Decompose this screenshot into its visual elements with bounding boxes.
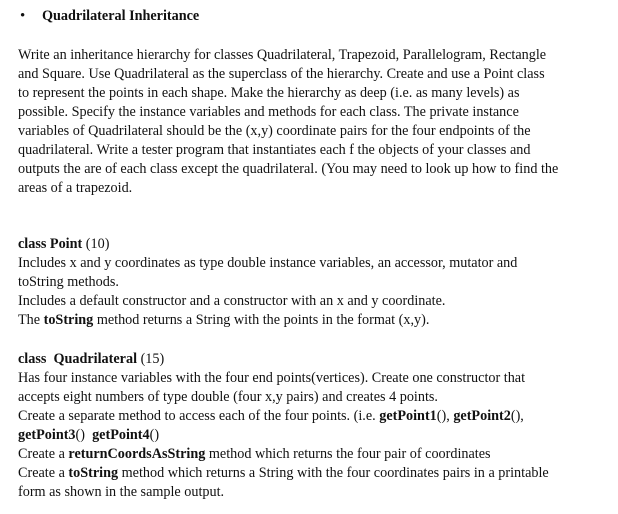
point-class-heading <box>18 235 608 254</box>
text-run: Create a separate method to access each of the four points. (i.e. <box>18 408 380 424</box>
quadrilateral-class-heading <box>18 350 608 369</box>
method-name: getPoint3 <box>18 427 76 443</box>
method-name: returnCoordsAsString <box>68 446 206 462</box>
intro-line: areas of a trapezoid. <box>18 180 133 196</box>
text-run: Create a <box>18 465 69 481</box>
heading-row <box>18 7 199 26</box>
points-value: (10) <box>85 236 110 252</box>
intro-line: outputs the are of each class except the quadrilateral. (You may need to look up how to find the <box>18 161 559 177</box>
intro-line: and Square. Use Quadrilateral as the superclass of the hierarchy. Create and use a Point class <box>18 66 545 82</box>
text-run: (), <box>436 408 454 424</box>
text-run: () <box>149 427 160 443</box>
point-line: Includes x and y coordinates as type double instance variables, an accessor, mutator and <box>18 255 518 271</box>
text-run: () <box>75 427 93 443</box>
class-name: Point <box>49 236 83 252</box>
quad-line <box>18 445 608 464</box>
quad-line: accepts eight numbers of type double (four x,y pairs) and creates 4 points. <box>18 389 438 405</box>
text-run: method which returns a String with the four coordinates pairs in a printable <box>118 465 549 481</box>
quad-line: Has four instance variables with the four end points(vertices). Create one constructor that <box>18 370 526 386</box>
text-run: The <box>18 312 44 328</box>
intro-line: to represent the points in each shape. Make the hierarchy as deep (i.e. as many levels) as <box>18 85 520 101</box>
intro-paragraph <box>18 46 608 198</box>
bullet-icon: • <box>20 8 26 24</box>
text-run: method which returns the four pair of coordinates <box>205 446 491 462</box>
method-name: toString <box>43 312 94 328</box>
quadrilateral-class-section <box>18 350 608 502</box>
quad-line <box>18 426 608 445</box>
method-name: getPoint2 <box>453 408 511 424</box>
quad-line: form as shown in the sample output. <box>18 484 225 500</box>
point-class-section <box>18 235 608 330</box>
class-keyword: class <box>18 351 47 367</box>
method-name: getPoint4 <box>92 427 150 443</box>
document-title: Quadrilateral Inheritance <box>42 8 200 24</box>
quad-line <box>18 407 608 426</box>
class-keyword: class <box>18 236 47 252</box>
method-name: getPoint1 <box>379 408 437 424</box>
intro-line: variables of Quadrilateral should be the (x,y) coordinate pairs for the four endpoints of the <box>18 123 531 139</box>
point-line: Includes a default constructor and a constructor with an x and y coordinate. <box>18 293 446 309</box>
intro-line: possible. Specify the instance variables and methods for each class. The private instance <box>18 104 519 120</box>
text-run: method returns a String with the points in the format (x,y). <box>93 312 430 328</box>
class-name: Quadrilateral <box>53 351 138 367</box>
point-line <box>18 311 608 330</box>
quad-line <box>18 464 608 483</box>
text-run: Create a <box>18 446 69 462</box>
point-line: toString methods. <box>18 274 119 290</box>
points-value: (15) <box>140 351 165 367</box>
text-run: (), <box>510 408 524 424</box>
intro-line: quadrilateral. Write a tester program that instantiates each f the objects of your classes and <box>18 142 531 158</box>
intro-line: Write an inheritance hierarchy for classes Quadrilateral, Trapezoid, Parallelogram, Rectangle <box>18 47 547 63</box>
method-name: toString <box>68 465 119 481</box>
